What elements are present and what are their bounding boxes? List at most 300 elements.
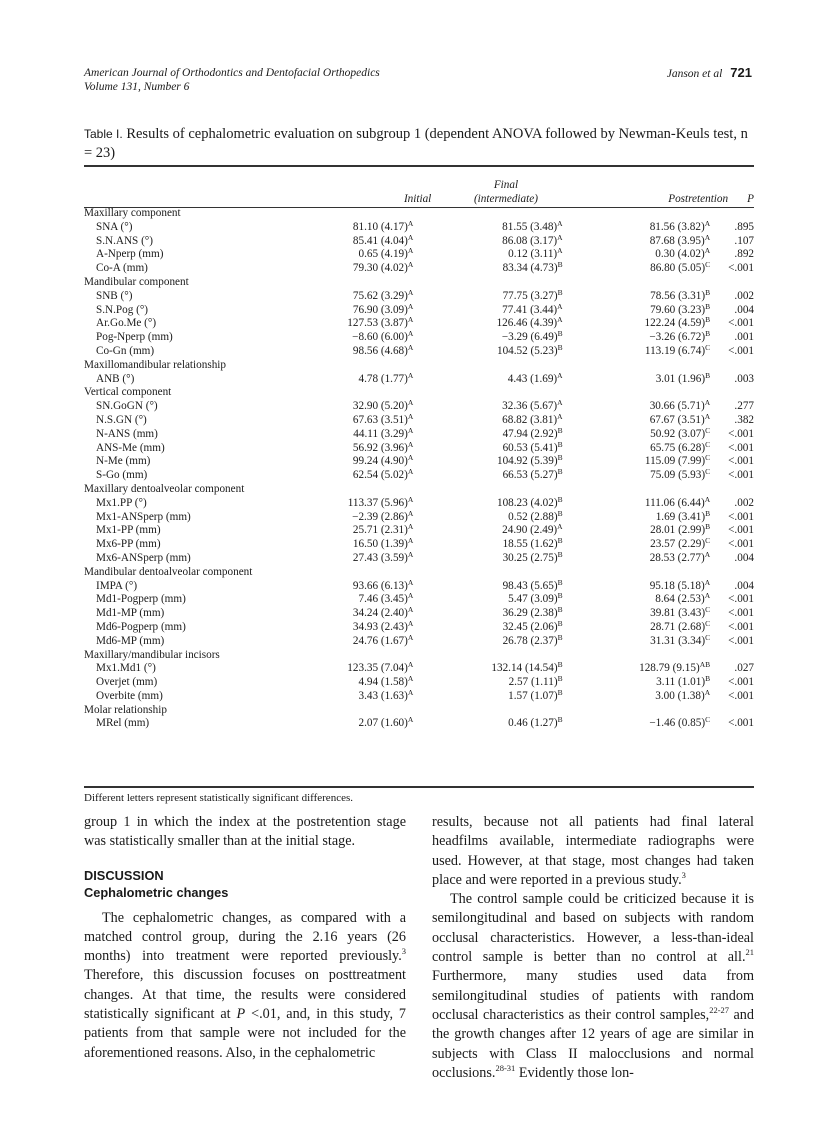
initial-value-text: 3.43 (1.63) [358, 689, 408, 702]
postretention-value [581, 469, 729, 483]
results-table [84, 172, 754, 736]
measure-label: ANB (°) [96, 372, 135, 385]
postretention-value-text: 67.67 (3.51) [649, 413, 705, 426]
p-value: <.001 [728, 262, 754, 275]
significance-letter: B [557, 287, 563, 297]
initial-value-text: 56.92 (3.96) [352, 441, 408, 454]
significance-letter: A [407, 301, 414, 311]
measure-label: SN.GoGN (°) [96, 400, 158, 413]
final-value-text: 68.82 (3.81) [502, 413, 558, 426]
p-value: .107 [734, 234, 754, 247]
p-value: <.001 [728, 469, 754, 482]
initial-value-text: 25.71 (2.31) [352, 524, 408, 537]
initial-value-text: 32.90 (5.20) [352, 400, 408, 413]
significance-letter: A [407, 536, 414, 546]
postretention-value [581, 687, 729, 704]
significance-letter: A [557, 246, 563, 256]
significance-letter: B [557, 536, 563, 546]
measure-label: Mx1.PP (°) [96, 496, 147, 509]
table-group-row [84, 207, 754, 221]
p-value: .004 [734, 551, 754, 564]
table-bottom-rule [84, 786, 754, 788]
table-group-row [84, 483, 754, 497]
p-value: .004 [734, 303, 754, 316]
p-value: .382 [734, 413, 754, 426]
significance-letter: A [407, 522, 414, 532]
measure-label: Ar.Go.Me (°) [96, 317, 157, 330]
table-row [84, 552, 754, 566]
significance-letter: A [407, 494, 414, 504]
table-row [84, 414, 754, 428]
measure-label: Mx1.Md1 (°) [96, 662, 156, 675]
final-value-text: 0.12 (3.11) [508, 248, 558, 261]
measure-label: ANS-Me (mm) [96, 441, 165, 454]
final-value [431, 632, 580, 649]
significance-letter: B [557, 660, 563, 670]
initial-value-text: 7.46 (3.45) [358, 593, 408, 606]
postretention-value-text: 95.18 (5.18) [649, 579, 705, 592]
p-value: <.001 [728, 524, 754, 537]
significance-letter: A [557, 218, 563, 228]
table-row [84, 538, 754, 552]
significance-letter: B [557, 577, 563, 587]
postretention-value-text: 115.09 (7.99) [644, 455, 706, 468]
table-row [84, 428, 754, 442]
p-value: <.001 [728, 441, 754, 454]
table-footnote: Different letters represent statistically significant differences. [84, 792, 353, 804]
col-header-initial: Initial [403, 193, 432, 206]
measure-label: Md6-Pogperp (mm) [96, 620, 186, 633]
running-head [84, 66, 752, 94]
significance-letter: A [557, 315, 563, 325]
significance-letter: A [407, 329, 414, 339]
final-value-text: 77.75 (3.27) [502, 289, 558, 302]
postretention-value-text: 28.53 (2.77) [649, 551, 705, 564]
significance-letter: C [705, 467, 711, 477]
measure-label: N-Me (mm) [96, 455, 151, 468]
initial-value [283, 342, 432, 359]
significance-letter: B [557, 715, 563, 725]
significance-letter: A [407, 370, 414, 380]
significance-letter: A [557, 522, 563, 532]
paragraph: The cephalometric changes, as compared with a matched control group, during the 2.16 years (26 months) into treatment were reported previously.$^3$ Therefore, this discussion focuses on posttreatment changes. At that time, the results were considered statistically significant at P <.01, and, in this study, 7 patients from that sample were not included for the aforementioned reasons. Also, in the cephalometric [84, 909, 407, 1061]
significance-letter: A [407, 715, 414, 725]
postretention-value-text: 3.00 (1.38) [655, 689, 705, 702]
initial-value [283, 469, 432, 483]
final-value-text: 81.55 (3.48) [502, 220, 558, 233]
authors: Janson et al [666, 68, 723, 80]
measure-label: SNA (°) [96, 220, 133, 233]
postretention-value-text: −3.26 (6.72) [649, 331, 706, 344]
significance-letter: A [704, 687, 711, 697]
measure-label: S.N.Pog (°) [96, 303, 149, 316]
initial-value-text: −2.39 (2.86) [352, 510, 408, 523]
significance-letter: A [407, 591, 414, 601]
significance-letter: C [705, 425, 711, 435]
final-value-text: 108.23 (4.02) [496, 496, 558, 509]
citation: 3 [681, 869, 686, 880]
table-row [84, 511, 754, 525]
table-row [84, 621, 754, 635]
significance-letter: A [704, 591, 711, 601]
paragraph: group 1 in which the index at the postretention stage was statistically smaller than at the initial stage. [84, 814, 406, 850]
measure-label: Mx6-PP (mm) [96, 538, 161, 551]
final-value [431, 469, 580, 483]
significance-letter: A [557, 370, 563, 380]
body-column-left [84, 813, 406, 1063]
p-value: <.001 [728, 620, 754, 633]
initial-value [283, 687, 432, 704]
postretention-value-text: 78.56 (3.31) [650, 289, 706, 302]
significance-letter: A [557, 411, 563, 421]
significance-letter: B [557, 508, 563, 518]
table-row [84, 442, 754, 456]
table-row [84, 400, 754, 414]
significance-letter: A [407, 398, 414, 408]
col-header-final [431, 172, 580, 207]
final-value-text: 18.55 (1.62) [502, 538, 558, 551]
table-row [84, 580, 754, 594]
postretention-value-text: 86.80 (5.05) [650, 262, 706, 275]
measure-label: Co-Gn (mm) [96, 344, 155, 357]
significance-letter: A [407, 577, 414, 587]
significance-letter: A [407, 467, 414, 477]
group-label: Maxillary component [84, 207, 181, 219]
final-value-text: 77.41 (3.44) [502, 303, 558, 316]
table-row [84, 469, 754, 483]
p-value: <.001 [728, 689, 754, 702]
col-header-final-line2: (intermediate) [473, 193, 538, 206]
significance-letter: A [407, 508, 414, 518]
table-spacer [84, 731, 754, 736]
p-value: .002 [734, 289, 754, 302]
postretention-value-text: 81.56 (3.82) [649, 220, 705, 233]
significance-letter: B [705, 674, 711, 684]
postretention-value-text: 113.19 (6.74) [644, 344, 706, 357]
postretention-value-text: 50.92 (3.07) [650, 427, 706, 440]
significance-letter: A [407, 411, 414, 421]
initial-value-text: 113.37 (5.96) [347, 496, 408, 509]
significance-letter: B [557, 260, 563, 270]
significance-letter: B [557, 425, 563, 435]
table-row [84, 373, 754, 387]
final-value-text: 30.25 (2.75) [502, 551, 558, 564]
significance-letter: B [557, 467, 563, 477]
postretention-value-text: 23.57 (2.29) [650, 538, 706, 551]
journal-title: American Journal of Orthodontics and Dentofacial Orthopedics [84, 67, 380, 79]
p-value: .277 [734, 400, 754, 413]
measure-label: Overbite (mm) [96, 689, 163, 702]
significance-letter: A [407, 439, 414, 449]
initial-value-text: 123.35 (7.04) [347, 662, 408, 675]
measure-label: Overjet (mm) [96, 676, 158, 689]
table-row [84, 690, 754, 704]
table-row [84, 497, 754, 511]
initial-value-text: 34.24 (2.40) [352, 607, 408, 620]
p-value: .027 [734, 662, 754, 675]
postretention-value-text: 28.71 (2.68) [650, 620, 706, 633]
significance-letter: B [557, 687, 563, 697]
significance-letter: A [407, 632, 414, 642]
measure-label: SNB (°) [96, 289, 133, 302]
final-value-text: 36.29 (2.38) [502, 607, 558, 620]
table-row [84, 317, 754, 331]
significance-letter: A [407, 232, 414, 242]
col-header-final-line1: Final [493, 179, 519, 192]
measure-label: N-ANS (mm) [96, 427, 158, 440]
table-row [84, 524, 754, 538]
significance-letter: C [705, 632, 711, 642]
significance-letter: B [557, 549, 563, 559]
table-group-row [84, 566, 754, 580]
initial-value-text: 2.07 (1.60) [358, 717, 408, 730]
final-value-text: 66.53 (5.27) [502, 469, 558, 482]
significance-letter: B [557, 494, 563, 504]
table-group-row [84, 276, 754, 290]
significance-letter: A [407, 605, 414, 615]
initial-value-text: 75.62 (3.29) [352, 289, 408, 302]
postretention-value-text: 8.64 (2.53) [655, 593, 705, 606]
significance-letter: A [407, 218, 414, 228]
significance-letter: B [557, 453, 563, 463]
significance-letter: C [705, 439, 711, 449]
postretention-value [581, 342, 729, 359]
significance-letter: A [407, 342, 414, 352]
table-caption-text: Results of cephalometric evaluation on subgroup 1 (dependent ANOVA followed by Newman-Keuls test, n = 23) [84, 126, 748, 161]
table-row [84, 235, 754, 249]
postretention-value-text: 122.24 (4.59) [644, 317, 706, 330]
group-label: Vertical component [84, 386, 172, 399]
author-page [667, 66, 752, 81]
p-value: <.001 [728, 510, 754, 523]
measure-label: Mx1-ANSperp (mm) [96, 510, 191, 523]
citation: 28-31 [495, 1062, 516, 1073]
initial-value-text: 76.90 (3.09) [352, 303, 408, 316]
final-value-text: 60.53 (5.41) [502, 441, 558, 454]
final-value-text: 5.47 (3.09) [508, 593, 558, 606]
measure-label: IMPA (°) [96, 579, 138, 592]
initial-value [283, 262, 432, 276]
postretention-value-text: 79.60 (3.23) [650, 303, 706, 316]
measure-label: Md1-MP (mm) [96, 607, 165, 620]
final-value-text: 24.90 (2.49) [502, 524, 558, 537]
body-column-right [432, 813, 754, 1083]
measure-label: Md6-MP (mm) [96, 634, 165, 647]
table-row [84, 345, 754, 359]
significance-letter: C [705, 342, 711, 352]
postretention-value-text: 75.09 (5.93) [650, 469, 706, 482]
table-row [84, 290, 754, 304]
table-group-row [84, 704, 754, 718]
initial-value-text: 24.76 (1.67) [352, 634, 408, 647]
significance-letter: B [705, 287, 711, 297]
table-row [84, 593, 754, 607]
postretention-value [581, 262, 729, 276]
postretention-value-text: 87.68 (3.95) [649, 234, 705, 247]
measure-label: A-Nperp (mm) [96, 248, 164, 261]
significance-letter: B [557, 605, 563, 615]
final-value-text: −3.29 (6.49) [501, 331, 558, 344]
final-value-text: 1.57 (1.07) [508, 689, 558, 702]
significance-letter: A [407, 549, 414, 559]
significance-letter: A [407, 315, 414, 325]
final-value [431, 687, 580, 704]
initial-value-text: 4.94 (1.58) [358, 676, 408, 689]
significance-letter: A [407, 618, 414, 628]
col-header-p: P [747, 193, 754, 206]
initial-value-text: 27.43 (3.59) [352, 551, 408, 564]
p-value: .892 [734, 248, 754, 261]
final-value-text: 104.92 (5.39) [496, 455, 558, 468]
page-number: 721 [730, 65, 752, 80]
significance-letter: A [407, 453, 414, 463]
significance-letter: A [704, 232, 711, 242]
significance-letter: B [557, 439, 563, 449]
significance-letter: A [704, 549, 711, 559]
measure-label: Mx6-ANSperp (mm) [96, 551, 191, 564]
initial-value-text: 127.53 (3.87) [347, 317, 408, 330]
table-row [84, 262, 754, 276]
significance-letter: C [705, 605, 711, 615]
final-value [431, 262, 580, 276]
table-caption [84, 125, 756, 163]
p-value: <.001 [728, 593, 754, 606]
significance-letter: B [705, 508, 711, 518]
initial-value-text: 44.11 (3.29) [353, 427, 408, 440]
group-label: Mandibular dentoalveolar component [84, 565, 253, 578]
group-label: Mandibular component [84, 275, 189, 288]
subsection-heading: Cephalometric changes [84, 884, 229, 900]
initial-value-text: 99.24 (4.90) [352, 455, 408, 468]
final-value-text: 126.46 (4.39) [496, 317, 558, 330]
table-row [84, 455, 754, 469]
final-value-text: 132.14 (14.54) [491, 662, 558, 675]
p-value: .004 [734, 579, 754, 592]
initial-value-text: 81.10 (4.17) [352, 220, 408, 233]
table-row [84, 676, 754, 690]
postretention-value-text: 30.66 (5.71) [649, 400, 705, 413]
postretention-value-text: 3.01 (1.96) [655, 372, 706, 385]
measure-label: Mx1-PP (mm) [96, 524, 161, 537]
postretention-value-text: 128.79 (9.15) [639, 662, 700, 675]
table-row [84, 304, 754, 318]
final-value-text: 0.46 (1.27) [508, 717, 558, 730]
spacer-cell [84, 731, 754, 736]
p-value: .002 [734, 496, 754, 509]
initial-value-text: −8.60 (6.00) [352, 331, 408, 344]
p-value: <.001 [728, 317, 754, 330]
measure-label: Md1-Pogperp (mm) [96, 593, 186, 606]
significance-letter: C [705, 618, 711, 628]
final-value-text: 47.94 (2.92) [502, 427, 558, 440]
significance-letter: A [704, 398, 711, 408]
group-label: Maxillomandibular relationship [84, 358, 226, 371]
initial-value-text: 0.65 (4.19) [358, 248, 408, 261]
significance-letter: A [704, 411, 711, 421]
p-value: <.001 [728, 607, 754, 620]
postretention-value-text: 39.81 (3.43) [650, 607, 706, 620]
significance-letter: B [557, 674, 563, 684]
group-label: Maxillary dentoalveolar component [84, 482, 245, 495]
table-row [84, 221, 754, 235]
final-value-text: 98.43 (5.65) [502, 579, 558, 592]
significance-letter: B [557, 591, 563, 601]
journal-volume: Volume 131, Number 6 [84, 81, 190, 93]
final-value-text: 0.52 (2.88) [508, 510, 558, 523]
p-value: <.001 [728, 455, 754, 468]
significance-letter: A [704, 577, 711, 587]
significance-letter: B [705, 370, 711, 380]
col-header-measure [84, 172, 283, 207]
p-value: .895 [734, 220, 754, 233]
postretention-value-text: 111.06 (6.44) [644, 496, 705, 509]
p-value: <.001 [728, 717, 754, 730]
initial-value-text: 34.93 (2.43) [352, 620, 408, 633]
initial-value-text: 67.63 (3.51) [352, 413, 408, 426]
final-value-text: 83.34 (4.73) [502, 262, 558, 275]
significance-letter: A [407, 287, 414, 297]
significance-letter: B [557, 632, 563, 642]
table-top-rule [84, 165, 754, 167]
significance-letter: A [407, 260, 414, 270]
table-label: Table I. [84, 127, 123, 141]
table-row [84, 607, 754, 621]
initial-value-text: 79.30 (4.02) [352, 262, 408, 275]
significance-letter: A [557, 232, 563, 242]
initial-value-text: 85.41 (4.04) [352, 234, 408, 247]
group-label: Maxillary/mandibular incisors [84, 648, 220, 661]
postretention-value-text: 65.75 (6.28) [650, 441, 706, 454]
table-row [84, 248, 754, 262]
p-value: <.001 [728, 344, 754, 357]
postretention-value-text: 28.01 (2.99) [650, 524, 706, 537]
initial-value-text: 62.54 (5.02) [352, 469, 408, 482]
p-value: .003 [734, 372, 754, 385]
final-value-text: 32.45 (2.06) [502, 620, 558, 633]
measure-label: S.N.ANS (°) [96, 234, 153, 247]
section-heading: DISCUSSION [84, 867, 164, 883]
significance-letter: A [407, 660, 414, 670]
significance-letter: A [407, 674, 414, 684]
final-value-text: 2.57 (1.11) [508, 676, 558, 689]
final-value-text: 26.78 (2.37) [502, 634, 558, 647]
final-value-text: 4.43 (1.69) [507, 372, 558, 385]
p-value: .001 [734, 331, 754, 344]
significance-letter: C [705, 715, 711, 725]
initial-value-text: 98.56 (4.68) [352, 344, 408, 357]
significance-letter: B [557, 342, 563, 352]
postretention-value-text: 31.31 (3.34) [650, 634, 706, 647]
initial-value [283, 549, 432, 566]
table-row [84, 635, 754, 649]
significance-letter: C [705, 536, 711, 546]
postretention-value [581, 717, 729, 731]
initial-value-text: 16.50 (1.39) [352, 538, 408, 551]
table-row [84, 662, 754, 676]
significance-letter: B [705, 315, 711, 325]
significance-letter: B [705, 301, 711, 311]
significance-letter: AB [699, 660, 711, 670]
group-label: Molar relationship [84, 703, 167, 716]
paragraph: results, because not all patients had final lateral headfilms available, intermediate radiographs were used. However, at that stage, most changes had taken place and were reported in a previous study.$^3$ [432, 814, 754, 888]
table-row [84, 717, 754, 731]
significance-letter: A [704, 218, 711, 228]
significance-letter: A [407, 687, 414, 697]
table-group-row [84, 386, 754, 400]
measure-label: N.S.GN (°) [96, 413, 147, 426]
postretention-value-text: 3.11 (1.01) [656, 676, 706, 689]
initial-value [283, 717, 432, 731]
